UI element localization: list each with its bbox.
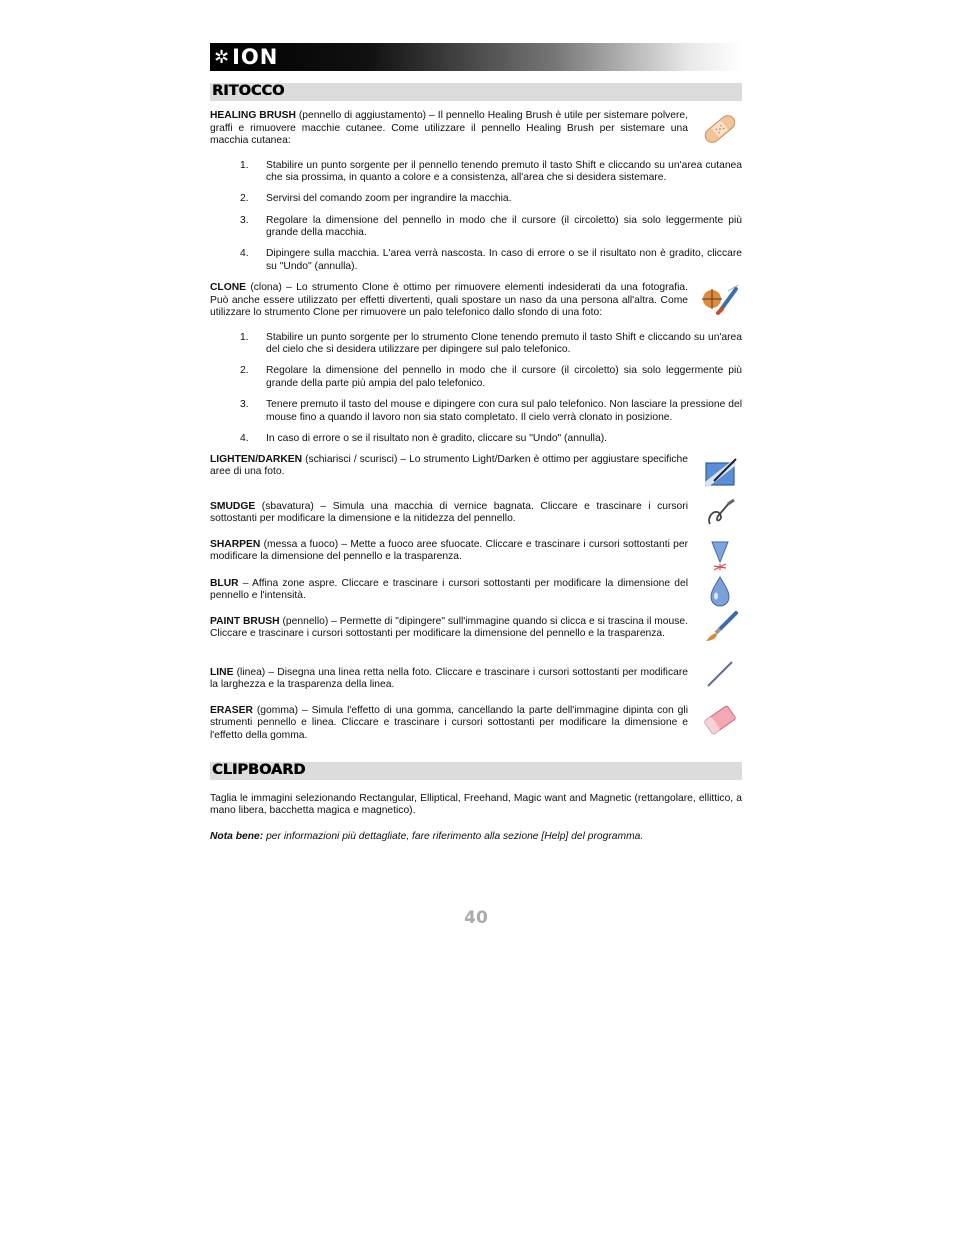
term-eraser: ERASER — [210, 704, 253, 716]
healing-brush-block — [210, 110, 742, 148]
list-item: 4. Dipingere sulla macchia. L'area verrà nascosta. In caso di errore o se il risultato non è gradito, cliccare su "Undo" (annulla). — [240, 248, 742, 272]
clone-description: (clona) – Lo strumento Clone è ottimo per rimuovere elementi indesiderati da una fotografia. Può anche essere utilizzato per effetti divertenti, quali spostare un naso da una persona all'altra. Come utilizzare lo strumento Clone per rimuovere un palo telefonico dallo sfondo di una foto: — [210, 281, 688, 319]
lighten-darken-icon — [698, 452, 742, 494]
header-bar — [210, 43, 742, 71]
list-item: 4. In caso di errore o se il risultato non è gradito, cliccare su "Undo" (annulla). — [240, 432, 607, 444]
healing-brush-description: (pennello di aggiustamento) – Il pennello Healing Brush è utile per sistemare polvere, graffi e rimuovere macchie cutanee. Come utilizzare il pennello Healing Brush per sistemare una macchia cutanea: — [210, 110, 689, 147]
list-item: 1. Stabilire un punto sorgente per lo strumento Clone tenendo premuto il tasto Shift e cliccando su un'area del cielo che si desidera utilizzare per dipingere sul palo telefonico. — [240, 331, 742, 356]
bandage-icon — [698, 108, 742, 150]
list-item: 2. Servirsi del comando zoom per ingrandire la macchia. — [240, 193, 512, 205]
note-label: Nota bene: — [210, 831, 264, 843]
term-clone: CLONE — [210, 281, 247, 293]
clone-steps-list — [210, 332, 742, 446]
healing-steps-list — [210, 160, 742, 274]
term-blur: BLUR — [210, 577, 239, 589]
paint-brush-icon — [698, 606, 742, 648]
section-heading-clipboard: CLIPBOARD — [210, 762, 742, 780]
ion-star-icon: ✲ — [214, 46, 231, 68]
line-block: LINE (linea) – Disegna una linea retta nella foto. Cliccare e trascinare i cursori sottostanti per modificare la larghezza e la trasparenza della linea. — [210, 667, 742, 705]
term-sharpen: SHARPEN — [210, 538, 261, 550]
clone-stamp-icon — [698, 278, 742, 320]
term-healing-brush: HEALING BRUSH — [210, 110, 296, 121]
page-number: 40 — [464, 908, 488, 928]
section-heading-ritocco: RITOCCO — [210, 83, 742, 101]
list-item: 2. Regolare la dimensione del pennello in modo che il cursore (il circoletto) sia solo leggermente più grande della parte più ampia del palo telefonico. — [240, 365, 742, 389]
list-item: 3. Regolare la dimensione del pennello in modo che il cursore (il circoletto) sia solo leggermente più grande della macchia. — [240, 214, 742, 239]
line-icon — [698, 653, 742, 695]
note-text: per informazioni più dettagliate, fare riferimento alla sezione [Help] del programma. — [263, 831, 644, 843]
term-smudge: SMUDGE — [210, 500, 256, 512]
lighten-darken-block: LIGHTEN/DARKEN (schiarisci / scurisci) – Lo strumento Light/Darken è ottimo per aggiustare specifiche aree di una foto. — [210, 454, 742, 498]
term-line: LINE — [210, 666, 234, 678]
list-item: 3. Tenere premuto il tasto del mouse e dipingere con cura sul palo telefonico. Non lasciare la pressione del mouse fino a quando il lavoro non sia stato completato. Il cielo verrà clonato in posizione. — [240, 399, 742, 423]
eraser-icon — [698, 699, 742, 741]
ion-logo — [214, 45, 278, 69]
sharpen-block: SHARPEN (messa a fuoco) – Mette a fuoco aree sfuocate. Cliccare e trascinare i cursori sottostanti per modificare la dimensione del pennello e la trasparenza. — [210, 539, 742, 578]
term-paint-brush: PAINT BRUSH — [210, 615, 280, 627]
logo-text: ION — [232, 45, 279, 69]
term-lighten-darken: LIGHTEN/DARKEN — [210, 453, 303, 465]
list-item: 1. Stabilire un punto sorgente per il pennello tenendo premuto il tasto Shift e cliccando su un'area cutanea che sia prossima, in quanto a colore e a consistenza, all'area che si desidera sistemare. — [240, 159, 742, 184]
clone-block — [210, 282, 742, 320]
blur-block: BLUR – Affina zone aspre. Cliccare e trascinare i cursori sottostanti per modificare la dimensione del pennello e l'intensità. — [210, 578, 742, 616]
paint-brush-block: PAINT BRUSH (pennello) – Permette di "dipingere" sull'immagine quando si clicca e si trascina il mouse. Cliccare e trascinare i cursori sottostanti per modificare la dimensione del pennello e la trasparenza. — [210, 616, 742, 667]
clipboard-description: Taglia le immagini selezionando Rectangular, Elliptical, Freehand, Magic want and Magnetic (rettangolare, ellittico, a mano libera, bacchetta magica e magnetico). — [210, 792, 742, 817]
smudge-icon — [698, 493, 742, 535]
smudge-block: SMUDGE (sbavatura) – Simula una macchia di vernice bagnata. Cliccare e trascinare i cursori sottostanti per modificare la dimensione e la nitidezza del pennello. — [210, 501, 742, 539]
eraser-block: ERASER (gomma) – Simula l'effetto di una gomma, cancellando la parte dell'immagine dipinta con gli strumenti pennello e linea. Cliccare e trascinare i cursori sottostanti per modificare la dimensione e l'effetto della gomma. — [210, 705, 742, 755]
note — [210, 831, 742, 844]
manual-page — [210, 43, 742, 928]
